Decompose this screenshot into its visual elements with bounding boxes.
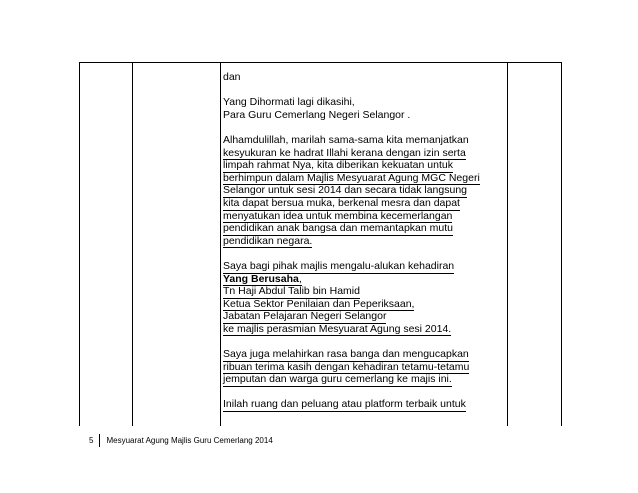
paragraph-gap — [223, 247, 523, 260]
paragraph-gap — [223, 386, 523, 399]
page-footer — [89, 433, 273, 448]
paragraph-gap — [223, 121, 523, 134]
text-line-content: Alhamdulillah, marilah sama-sama kita memanjatkan — [223, 133, 469, 146]
text-line — [223, 398, 523, 411]
text-line-content: kita dapat bersua muka, berkenal mesra dan dapat — [223, 196, 460, 209]
column-divider-1 — [132, 63, 133, 426]
text-line-content: ke majlis perasmian Mesyuarat Agung sesi 2014. — [223, 322, 452, 335]
text-line — [223, 235, 523, 248]
text-line — [223, 348, 523, 361]
text-line-content: Ketua Sektor Penilaian dan Peperiksaan, — [223, 297, 415, 310]
text-line — [223, 260, 523, 273]
text-line — [223, 96, 523, 109]
document-table — [79, 62, 562, 426]
text-line-content: Yang Berusaha, — [223, 272, 302, 285]
text-line — [223, 210, 523, 223]
text-line — [223, 134, 523, 147]
text-line-content: pendidikan anak bangsa dan memantapkan mutu — [223, 222, 453, 235]
bold-text: Yang Berusaha — [223, 272, 299, 285]
text-line — [223, 273, 523, 286]
text-line-content: menyatukan idea untuk membina kecemerlangan — [223, 209, 453, 222]
text-line — [223, 361, 523, 374]
text-line — [223, 159, 523, 172]
paragraph-gap — [223, 335, 523, 348]
text-line-content: ribuan terima kasih dengan kehadiran tetamu-tetamu — [223, 360, 470, 373]
text-line-content: Saya bagi pihak majlis mengalu-alukan kehadiran — [223, 259, 455, 272]
text-line-content: Tn Haji Abdul Talib bin Hamid — [223, 285, 360, 298]
text-line — [223, 323, 523, 336]
speech-text-column — [223, 71, 523, 411]
text-line — [223, 172, 523, 185]
text-line-content: dan — [223, 71, 241, 83]
text-line — [223, 184, 523, 197]
text-line — [223, 298, 523, 311]
text-line-content: Inilah ruang dan peluang atau platform terbaik untuk — [223, 398, 466, 411]
paragraph-gap — [223, 84, 523, 97]
page-number: 5 — [89, 434, 100, 447]
text-line-content: Yang Dihormati lagi dikasihi, — [223, 96, 355, 109]
text-line — [223, 222, 523, 235]
text-line-content: pendidikan negara. — [223, 234, 313, 247]
text-line — [223, 147, 523, 160]
text-line-content: jemputan dan warga guru cemerlang ke majis ini. — [223, 373, 452, 386]
footer-title: Mesyuarat Agung Majlis Guru Cemerlang 2014 — [106, 436, 273, 445]
text-line — [223, 197, 523, 210]
text-line — [223, 310, 523, 323]
text-line — [223, 71, 523, 84]
text-line-content: berhimpun dalam Majlis Mesyuarat Agung MGC Negeri — [223, 171, 480, 184]
text-line — [223, 285, 523, 298]
column-divider-2 — [220, 63, 221, 426]
text-line-content: limpah rahmat Nya, kita diberikan kekuatan untuk — [223, 159, 453, 172]
text-line — [223, 109, 523, 122]
text-line-content: Jabatan Pelajaran Negeri Selangor — [223, 310, 387, 323]
text-line-content: Saya juga melahirkan rasa banga dan mengucapkan — [223, 348, 469, 361]
text-line-content: kesyukuran ke hadrat Illahi kerana dengan izin serta — [223, 146, 466, 159]
text-line-content: Para Guru Cemerlang Negeri Selangor . — [223, 108, 411, 121]
text-line-content: Selangor untuk sesi 2014 dan secara tidak langsung — [223, 184, 468, 197]
text-line — [223, 373, 523, 386]
